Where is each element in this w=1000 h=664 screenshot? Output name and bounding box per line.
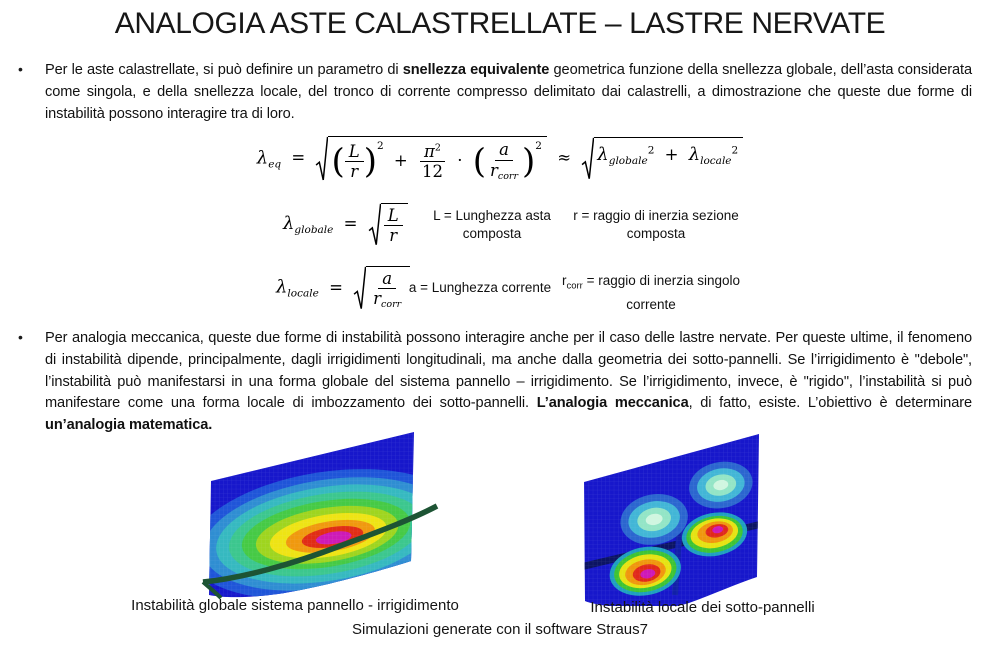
bullet-marker: • [18,329,23,345]
label-r: r = raggio di inerzia sezione composta [573,208,739,241]
bullet-marker: • [18,61,23,77]
paragraph-analogia-meccanica: Per analogia meccanica, queste due forme di instabilità possono interagire anche per il caso delle lastre nervate. Per queste ultime, il fenomeno di instabilità dipende, principalmente, dagli irrigidimenti longitudinali, ma anche dalla geometria dei sotto-pannelli. Se l’irrigidimento è "debole", l’instabilità può manifestarsi in una forma globale del sistema pannello – irrigidimento. Se l’irrigidimento, invece, è "rigido", l’instabilità si può manifestare come una forma locale di imbozzamento dei sotto-pannelli. L’analogia meccanica, di fatto, esiste. L’obiettivo è determinare un’analogia matematica. [45,330,972,434]
bullet-item-2 [14,328,972,437]
label-rcorr: $r_{corr}$ = raggio di inerzia singolo corrente [561,273,741,312]
label-a: a = Lunghezza corrente [408,280,552,295]
caption-local: Instabilità locale dei sotto-pannelli [590,599,815,616]
radical-sign-icon [315,136,328,182]
label-L: L = Lunghezza asta composta [433,208,551,241]
caption-software: Simulazioni generate con il software Straus7 [352,621,648,638]
radical-sign-icon [581,137,594,180]
formula-lambda-eq: $\lambda_{eq}$ = ( $\frac{L}{r}$ )$^2$ + $\frac{\pi^2}{12}$ · ( a rcorr )$^2$ ≈ $\lambda_{globale}^2 + \lambda_{locale}^2$ [0,136,1000,182]
paragraph-aste-calastrellate: Per le aste calastrellate, si può definire un parametro di snellezza equivalente geometrica funzione della snellezza globale, dell’asta considerata come singola, e della snellezza locale, del tronco di corrente compresso delimitato dai calastrelli, a dimostrazione che queste due forme di instabilità possono interagire tra di loro. [45,62,973,122]
bullet-item-1 [14,60,972,125]
figure-local-instability [576,431,764,606]
figure-global-instability [198,430,478,600]
formula-lambda-locale: $\lambda_{locale}$ = a rcorr [276,266,410,310]
caption-global: Instabilità globale sistema pannello - irrigidimento [131,597,459,614]
page-title: ANALOGIA ASTE CALASTRELLATE – LASTRE NERVATE [114,7,886,40]
radical-sign-icon [353,266,366,310]
radical-sign-icon [368,203,381,246]
formula-lambda-globale: $\lambda_{globale}$ = $\frac{L}{r}$ [283,203,408,246]
